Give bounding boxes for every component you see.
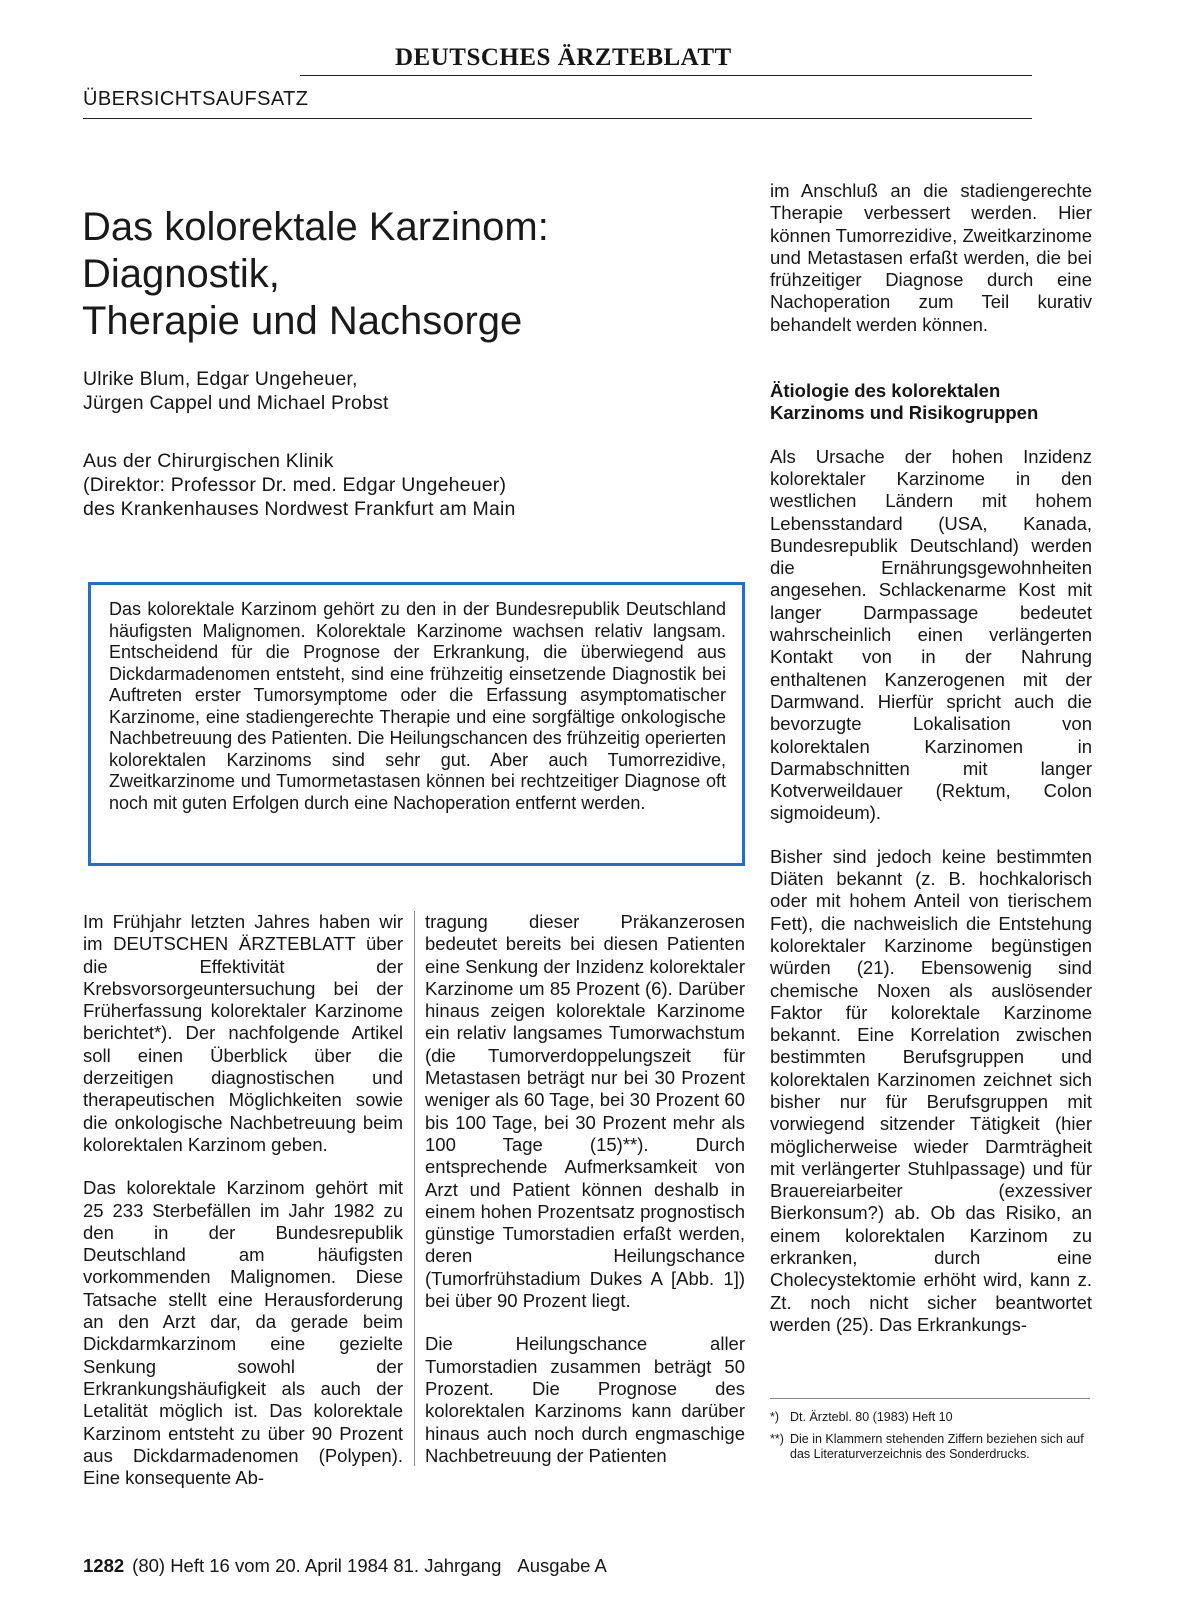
footnote-text: Dt. Ärztebl. 80 (1983) Heft 10 xyxy=(790,1410,953,1424)
masthead: DEUTSCHES ÄRZTEBLATT xyxy=(395,44,732,71)
paragraph: Als Ursache der hohen Inzidenz kolorektaler Karzinome in den westlichen Ländern mit hohem Lebensstandard (USA, Kanada, Bundesrepublik Deutschland) werden die Ernährungsgewohnheiten angesehen. Schlackenarme Kost mit langer Darmpassage bedeutet wahrscheinlich einen verlängerten Kontakt von in der Nahrung enthaltenen Kanzerogenen mit der Darmwand. Hierfür spricht auch die bevorzugte Lokalisation von kolorektalen Karzinomen in Darmabschnitten mit langer Kotverweildauer (Rektum, Colon sigmoideum). xyxy=(770,445,1092,824)
issue-info: (80) Heft 16 vom 20. April 1984 81. Jahrgang xyxy=(132,1555,502,1576)
paragraph: Im Frühjahr letzten Jahres haben wir im DEUTSCHEN ÄRZTEBLATT über die Effektivität der Krebsvorsorgeuntersuchung bei der Früherfassung kolorektaler Karzinome berichtet*). Der nachfolgende Artikel soll einen Überblick über die derzeitigen diagnostischen und therapeutischen Möglichkeiten sowie die onkologische Nachbetreuung beim kolorektalen Karzinom geben. xyxy=(83,911,403,1155)
affiliation-line: des Krankenhauses Nordwest Frankfurt am Main xyxy=(83,498,516,520)
paragraph: Die Heilungschance aller Tumorstadien zusammen beträgt 50 Prozent. Die Prognose des kolorektalen Karzinoms kann darüber hinaus auch noch durch engmaschige Nachbetreuung der Patienten xyxy=(425,1333,745,1466)
affiliation-line: (Direktor: Professor Dr. med. Edgar Ungeheuer) xyxy=(83,474,507,496)
section-heading-line: Ätiologie des kolorektalen xyxy=(770,380,1001,402)
footnote-text: Die in Klammern stehenden Ziffern beziehen sich auf das Literaturverzeichnis des Sonderdrucks. xyxy=(790,1431,1084,1461)
section-heading-line: Karzinoms und Risikogruppen xyxy=(770,402,1039,424)
author-line: Jürgen Cappel und Michael Probst xyxy=(83,392,389,414)
abstract-box xyxy=(88,582,745,866)
abstract-text: Das kolorektale Karzinom gehört zu den in der Bundesrepublik Deutschland häufigsten Malignomen. Kolorektale Karzinome wachsen relativ langsam. Entscheidend für die Prognose der Erkrankung, die überwiegend aus Dickdarmadenomen entsteht, sind eine frühzeitig einsetzende Diagnostik bei Auftreten erster Tumorsymptome oder die Erfassung asymptomatischer Karzinome, eine stadiengerechte Therapie und eine sorgfältige onkologische Nachbetreuung des Patienten. Die Heilungschancen des frühzeitig operierten kolorektalen Karzinoms sind sehr gut. Aber auch Tumorrezidive, Zweitkarzinome und Tumormetastasen können bei rechtzeitiger Diagnose oft noch mit guten Erfolgen durch eine Nachoperation entfernt werden. xyxy=(109,599,726,813)
footnote-mark: **) xyxy=(770,1431,784,1446)
section-rule xyxy=(83,118,1032,119)
article-title xyxy=(82,204,682,345)
section-label: ÜBERSICHTSAUFSATZ xyxy=(83,88,309,110)
affiliation-line: Aus der Chirurgischen Klinik xyxy=(83,450,334,472)
column-divider xyxy=(414,911,415,1466)
page-number: 1282 xyxy=(83,1555,125,1576)
body-column-3 xyxy=(770,180,1092,1357)
section-heading xyxy=(770,380,1092,425)
footnote xyxy=(770,1432,1092,1463)
title-line: Diagnostik, xyxy=(82,251,280,296)
edition-label: Ausgabe A xyxy=(517,1555,607,1576)
body-column-2 xyxy=(425,911,745,1488)
masthead-rule xyxy=(300,75,1032,76)
paragraph: Das kolorektale Karzinom gehört mit 25 233 Sterbefällen im Jahr 1982 zu den in der Bundesrepublik Deutschland am häufigsten vorkommenden Malignomen. Diese Tatsache stellt eine Herausforderung an den Arzt dar, da gerade beim Dickdarmkarzinom eine gezielte Senkung sowohl der Erkrankungshäufigkeit als auch der Letalität möglich ist. Das kolorektale Karzinom entsteht zu über 90 Prozent aus Dickdarmadenomen (Polypen). Eine konsequente Ab- xyxy=(83,1177,403,1489)
author-line: Ulrike Blum, Edgar Ungeheuer, xyxy=(83,368,358,390)
paragraph: Bisher sind jedoch keine bestimmten Diäten bekannt (z. B. hochkalorisch oder mit hohem Anteil von tierischem Fett), die nachweislich die Entstehung kolorektaler Karzinome begünstigen würden (21). Ebensowenig sind chemische Noxen als auslösender Faktor für kolorektale Karzinome bekannt. Eine Korrelation zwischen bestimmten Berufsgruppen und kolorektalen Karzinomen zeichnet sich bisher nur für Berufsgruppen mit vorwiegend sitzender Tätigkeit (hier möglicherweise wieder Darmträgheit mit verlängerter Stuhlpassage) und für Brauereiarbeiter (exzessiver Bierkonsum?) ab. Ob das Risiko, an einem kolorektalen Karzinom zu erkranken, durch eine Cholecystektomie erhöht wird, kann z. Zt. noch nicht sicher beantwortet werden (25). Das Erkrankungs- xyxy=(770,845,1092,1335)
body-column-1 xyxy=(83,911,403,1510)
paragraph: im Anschluß an die stadiengerechte Therapie verbessert werden. Hier können Tumorrezidive, Zweitkarzinome und Metastasen erfaßt werden, die bei frühzeitiger Diagnose durch eine Nachoperation zum Teil kurativ behandelt werden können. xyxy=(770,180,1092,335)
footnote-mark: *) xyxy=(770,1410,780,1424)
title-line: Das kolorektale Karzinom: xyxy=(82,204,549,249)
page-footer xyxy=(83,1555,607,1577)
paragraph: tragung dieser Präkanzerosen bedeutet bereits bei diesen Patienten eine Senkung der Inzidenz kolorektaler Karzinome um 85 Prozent (6). Darüber hinaus zeigen kolorektale Karzinome ein relativ langsames Tumorwachstum (die Tumorverdoppelungszeit für Metastasen beträgt nur bei 30 Prozent weniger als 60 Tage, bei 30 Prozent 60 bis 100 Tage, bei 30 Prozent mehr als 100 Tage (15)**). Durch entsprechende Aufmerksamkeit von Arzt und Patient können deshalb in einem hohen Prozentsatz prognostisch günstige Tumorstadien erfaßt werden, deren Heilungschance (Tumorfrühstadium Dukes A [Abb. 1]) bei über 90 Prozent liegt. xyxy=(425,911,745,1312)
affiliation xyxy=(83,449,703,521)
footnote-rule xyxy=(770,1398,1090,1399)
title-line: Therapie und Nachsorge xyxy=(82,298,523,343)
author-list xyxy=(83,367,703,415)
footnote xyxy=(770,1410,1092,1426)
footnotes xyxy=(770,1410,1092,1469)
